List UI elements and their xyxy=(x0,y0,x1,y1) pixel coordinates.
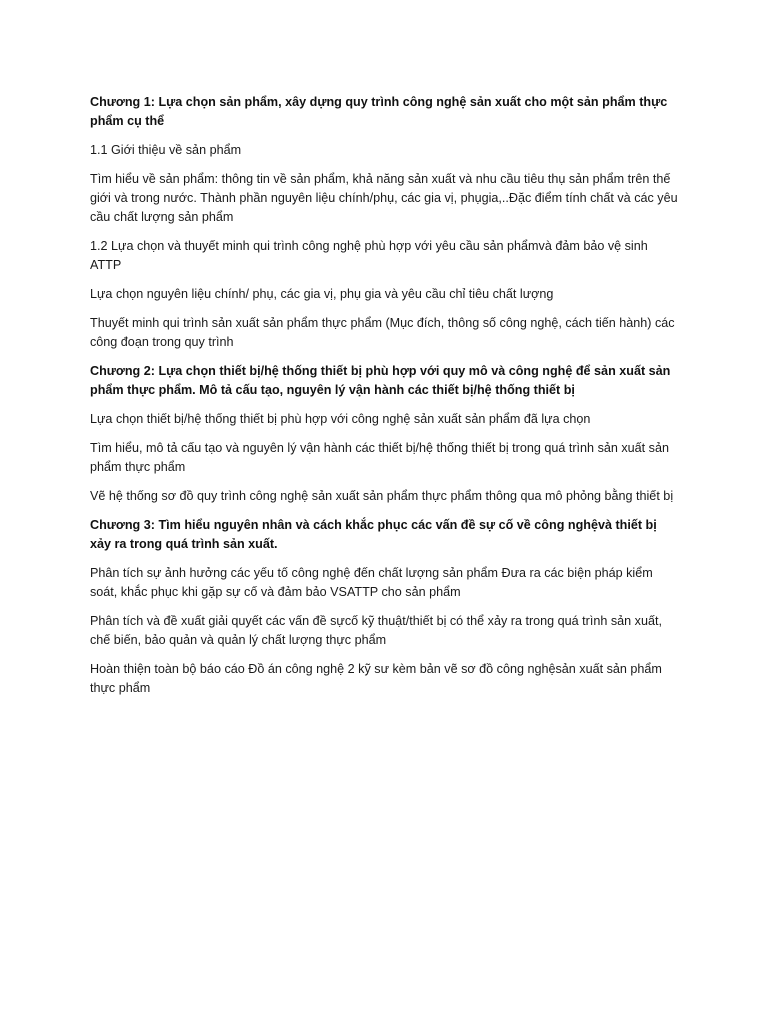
paragraph-equipment-selection: Lựa chọn thiết bị/hệ thống thiết bị phù hợp với công nghệ sản xuất sản phẩm đã lựa chọn xyxy=(90,412,591,426)
paragraph-impact-analysis: Phân tích sự ảnh hưởng các yếu tố công nghệ đến chất lượng sản phẩm Đưa ra các biện pháp kiểm soát, khắc phục khi gặp sự cố và đảm bảo VSATTP cho sản phẩm xyxy=(90,566,653,599)
paragraph-product-research: Tìm hiểu về sản phẩm: thông tin về sản phẩm, khả năng sản xuất và nhu cầu tiêu thụ sản phẩm trên thế giới và trong nước. Thành phần nguyên liệu chính/phụ, các gia vị, phụgia,..Đặc điểm tính chất và các yêu cầu chất lượng sản phẩm xyxy=(90,172,678,224)
chapter-3-heading: Chương 3: Tìm hiểu nguyên nhân và cách khắc phục các vấn đề sự cố về công nghệvà thiết bị xảy ra trong quá trình sản xuất. xyxy=(90,518,657,551)
document-body xyxy=(90,93,680,708)
paragraph-process-diagram: Vẽ hệ thống sơ đồ quy trình công nghệ sản xuất sản phẩm thực phẩm thông qua mô phỏng bằng thiết bị xyxy=(90,489,674,503)
chapter-1-heading: Chương 1: Lựa chọn sản phẩm, xây dựng quy trình công nghệ sản xuất cho một sản phẩm thực phẩm cụ thể xyxy=(90,95,668,128)
paragraph-report-completion: Hoàn thiện toàn bộ báo cáo Đồ án công nghệ 2 kỹ sư kèm bản vẽ sơ đồ công nghệsản xuất sản phẩm thực phẩm xyxy=(90,662,662,695)
paragraph-material-selection: Lựa chọn nguyên liệu chính/ phụ, các gia vị, phụ gia và yêu cầu chỉ tiêu chất lượng xyxy=(90,287,554,301)
chapter-2-heading: Chương 2: Lựa chọn thiết bị/hệ thống thiết bị phù hợp với quy mô và công nghệ để sản xuất sản phẩm thực phẩm. Mô tả cấu tạo, nguyên lý vận hành các thiết bị/hệ thống thiết bị xyxy=(90,364,671,397)
paragraph-equipment-description: Tìm hiểu, mô tả cấu tạo và nguyên lý vận hành các thiết bị/hệ thống thiết bị trong quá trình sản xuất sản phẩm thực phẩm xyxy=(90,441,669,474)
section-1-1-heading: 1.1 Giới thiệu về sản phẩm xyxy=(90,143,242,157)
paragraph-problem-solving: Phân tích và đề xuất giải quyết các vấn đề sựcố kỹ thuật/thiết bị có thể xảy ra trong quá trình sản xuất, chế biến, bảo quản và quản lý chất lượng thực phẩm xyxy=(90,614,662,647)
section-1-2-heading: 1.2 Lựa chọn và thuyết minh qui trình công nghệ phù hợp với yêu cầu sản phẩmvà đảm bảo vệ sinh ATTP xyxy=(90,239,648,272)
paragraph-process-explanation: Thuyết minh qui trình sản xuất sản phẩm thực phẩm (Mục đích, thông số công nghệ, cách tiến hành) các công đoạn trong quy trình xyxy=(90,316,675,349)
